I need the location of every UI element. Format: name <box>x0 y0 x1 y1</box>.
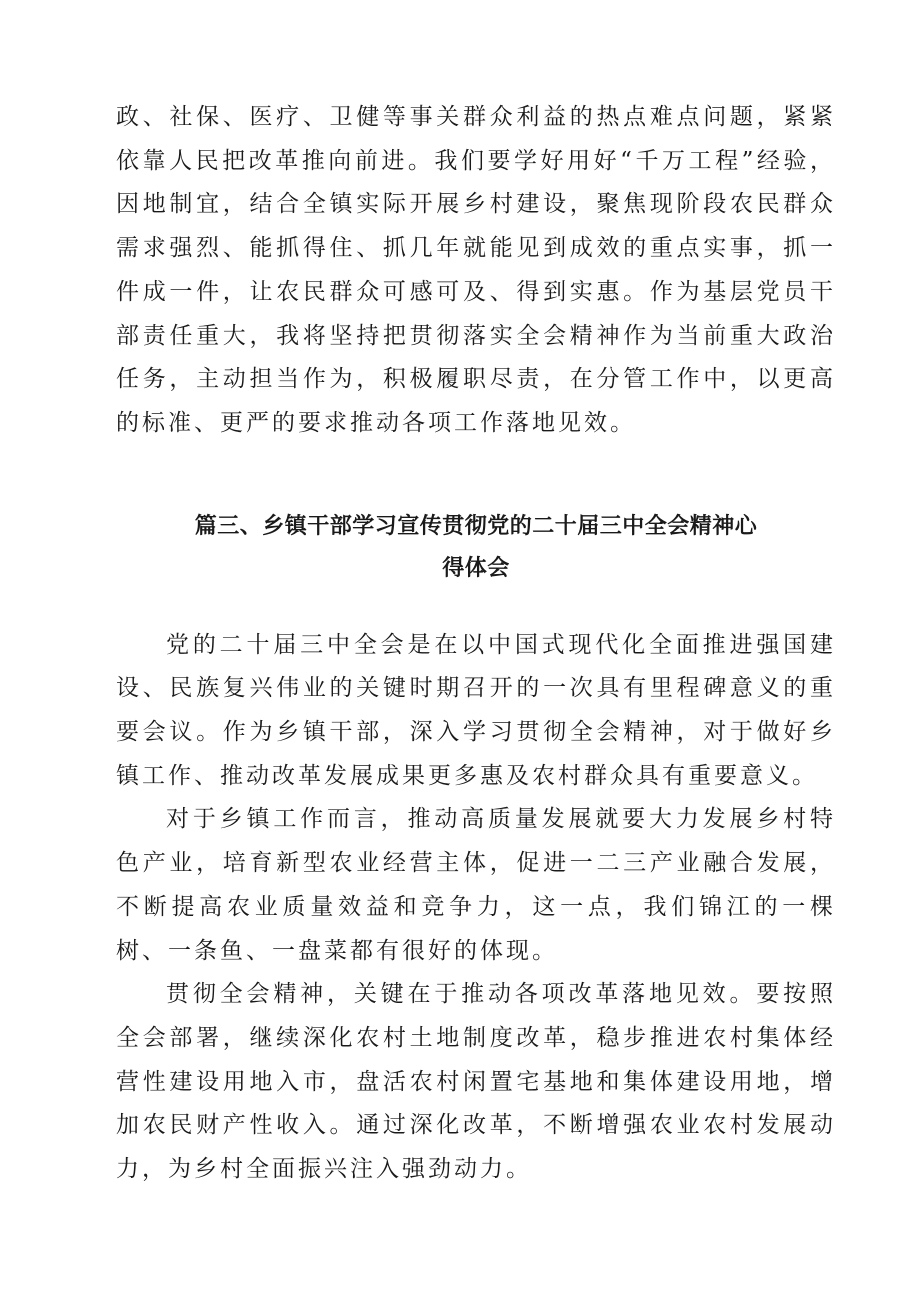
body-paragraph-1: 党的二十届三中全会是在以中国式现代化全面推进强国建设、民族复兴伟业的关键时期召开的一次具有里程碑意义的重要会议。作为乡镇干部，深入学习贯彻全会精神，对于做好乡镇工作、推动改革发展成果更多惠及农村群众具有重要意义。 <box>116 631 836 789</box>
body-paragraph-2: 对于乡镇工作而言，推动高质量发展就要大力发展乡村特色产业，培育新型农业经营主体，促进一二三产业融合发展，不断提高农业质量效益和竞争力，这一点，我们锦江的一棵树、一条鱼、一盘菜都有很好的体现。 <box>116 806 836 964</box>
document-body <box>116 96 836 1192</box>
intro-paragraph: 政、社保、医疗、卫健等事关群众利益的热点难点问题，紧紧依靠人民把改革推向前进。我们要学好用好“千万工程”经验，因地制宜，结合全镇实际开展乡村建设，聚焦现阶段农民群众需求强烈、能抓得住、抓几年就能见到成效的重点实事，抓一件成一件，让农民群众可感可及、得到实惠。作为基层党员干部责任重大，我将坚持把贯彻落实全会精神作为当前重大政治任务，主动担当作为，积极履职尽责，在分管工作中，以更高的标准、更严的要求推动各项工作落地见效。 <box>116 104 836 436</box>
section-heading-line-1: 篇三、乡镇干部学习宣传贯彻党的二十届三中全会精神心 <box>194 513 758 539</box>
section-heading <box>116 506 836 590</box>
section-body <box>116 624 836 1192</box>
body-paragraph-3: 贯彻全会精神，关键在于推动各项改革落地见效。要按照全会部署，继续深化农村土地制度改革，稳步推进农村集体经营性建设用地入市，盘活农村闲置宅基地和集体建设用地，增加农民财产性收入。通过深化改革，不断增强农业农村发展动力，为乡村全面振兴注入强劲动力。 <box>116 981 836 1183</box>
section-heading-line-2: 得体会 <box>442 555 510 581</box>
